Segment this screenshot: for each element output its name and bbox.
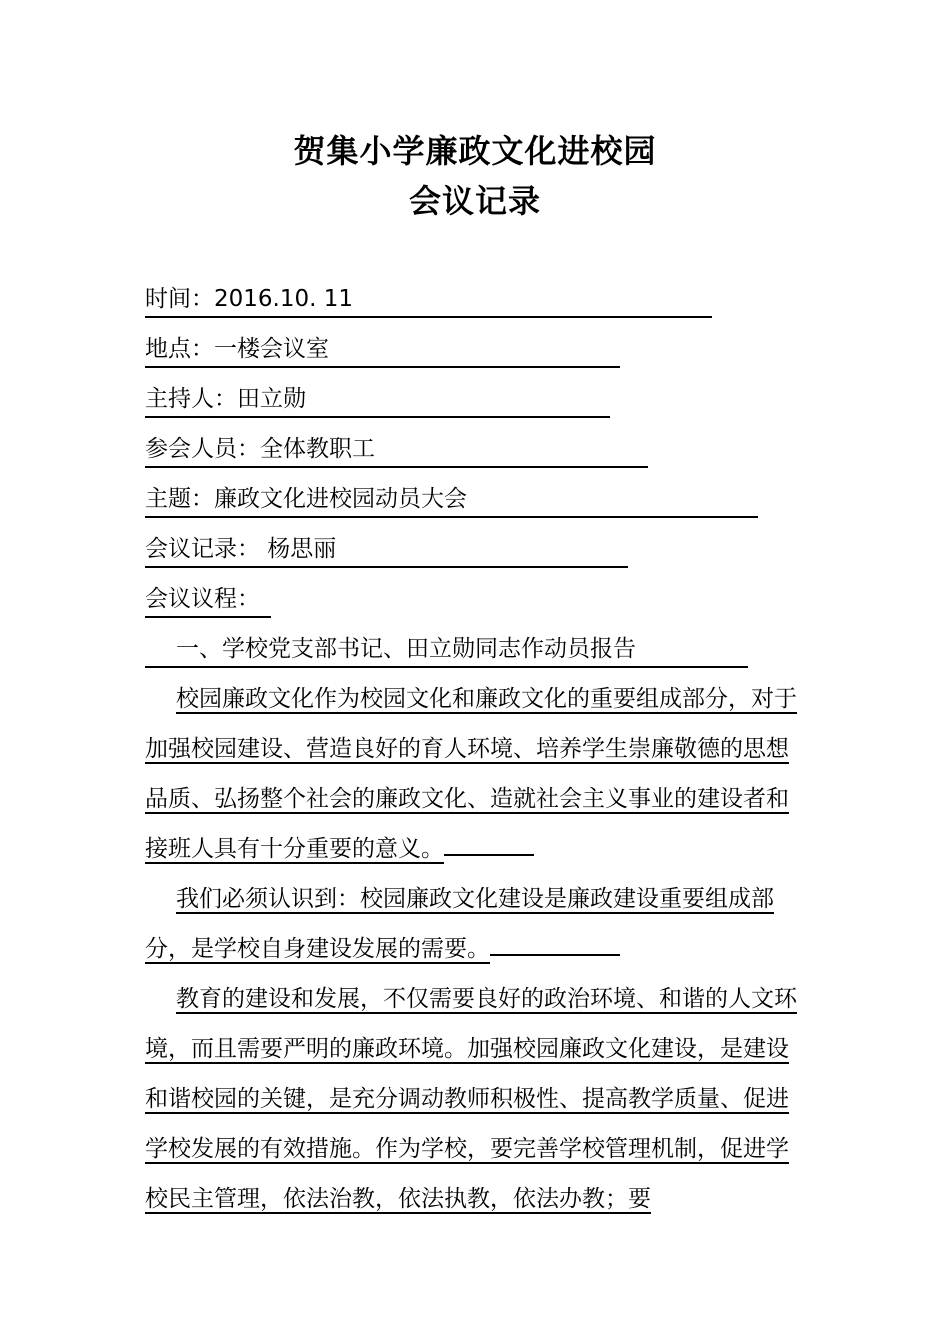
field-recorder: 会议记录： 杨思丽 <box>145 534 628 568</box>
paragraph-3 <box>145 974 807 1224</box>
field-topic: 主题：廉政文化进校园动员大会 <box>145 484 758 518</box>
agenda-item-1 <box>145 634 748 668</box>
document-title: 贺集小学廉政文化进校园 <box>293 132 657 170</box>
paragraph-1 <box>145 674 807 874</box>
paragraph-3-text: 教育的建设和发展，不仅需要良好的政治环境、和谐的人文环境，而且需要严明的廉政环境。加强校园廉政文化建设，是建设和谐校园的关键，是充分调动教师积极性、提高教学质量、促进学校发展的有效措施。作为学校，要完善学校管理机制，促进学校民主管理，依法治教，依法执教，依法办教；要 <box>145 986 797 1212</box>
paragraph-2 <box>145 874 807 974</box>
field-attendees: 参会人员：全体教职工 <box>145 434 648 468</box>
document-subtitle: 会议记录 <box>408 182 541 220</box>
agenda-item-1-text: 一、学校党支部书记、田立勋同志作动员报告 <box>176 636 636 662</box>
paragraph-2-text: 我们必须认识到：校园廉政文化建设是廉政建设重要组成部分，是学校自身建设发展的需要。 <box>145 886 774 962</box>
field-time: 时间：2016.10. 11 <box>145 284 712 318</box>
field-agenda: 会议议程： <box>145 584 271 618</box>
field-host: 主持人：田立勋 <box>145 384 610 418</box>
field-place: 地点：一楼会议室 <box>145 334 620 368</box>
paragraph-1-text: 校园廉政文化作为校园文化和廉政文化的重要组成部分，对于加强校园建设、营造良好的育人环境、培养学生崇廉敬德的思想品质、弘扬整个社会的廉政文化、造就社会主义事业的建设者和接班人具有十分重要的意义。 <box>145 686 797 862</box>
